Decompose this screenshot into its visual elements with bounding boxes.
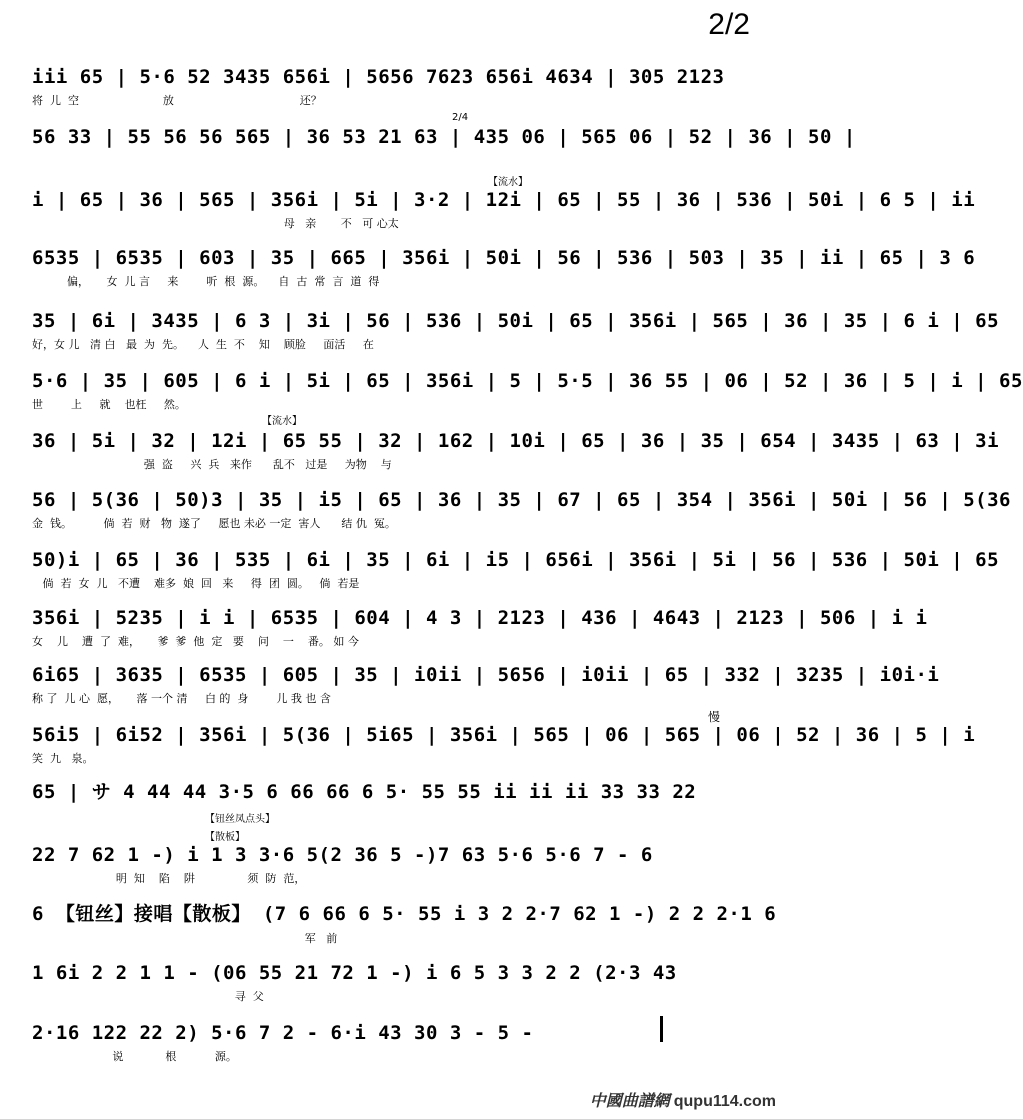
site-watermark xyxy=(590,1088,776,1111)
final-barline xyxy=(660,1016,663,1042)
time-signature-marker: 2/4 xyxy=(452,112,469,123)
niusi-head-marker: 【钮丝凤点头】 xyxy=(205,814,275,825)
notation-line: 36 | 5i | 32 | 12i | 65 55 | 32 | 162 | 10i | 65 | 36 | 35 | 654 | 3435 | 63 | 3i xyxy=(32,430,1000,452)
lyric-line: 世 上 就 也枉 然。 xyxy=(32,398,186,411)
notation-line: 50)i | 65 | 36 | 535 | 6i | 35 | 6i | i5 | 656i | 356i | 5i | 56 | 536 | 50i | 65 xyxy=(32,549,1000,571)
lyric-line: 金 钱。 倘 若 财 物 遂了 愿也 未必 一定 害人 结 仇 冤。 xyxy=(32,517,396,530)
lyric-line: 笑 九 泉。 xyxy=(32,752,94,765)
lyric-line: 军 前 xyxy=(32,932,338,945)
lyric-line: 明 知 陷 阱 须 防 范， xyxy=(32,872,306,885)
man-tempo-marker: 慢 xyxy=(708,710,721,724)
notation-line: 1 6i 2 2 1 1 - (06 55 21 72 1 -) i 6 5 3 3 2 2 (2·3 43 xyxy=(32,962,677,984)
sanban-marker: 【散板】 xyxy=(205,832,245,843)
notation-line: 56 33 | 55 56 56 565 | 36 53 21 63 | 435 06 | 565 06 | 52 | 36 | 50 | xyxy=(32,126,856,148)
site-url: qupu114.com xyxy=(673,1093,776,1110)
notation-line: 6i65 | 3635 | 6535 | 605 | 35 | i0ii | 5656 | i0ii | 65 | 332 | 3235 | i0i·i xyxy=(32,664,940,686)
notation-line: 6 【钮丝】接唱【散板】 (7 6 66 6 5· 55 i 3 2 2·7 62 1 -) 2 2 2·1 6 xyxy=(32,903,777,925)
notation-line: 356i | 5235 | i i | 6535 | 604 | 4 3 | 2123 | 436 | 4643 | 2123 | 506 | i i xyxy=(32,607,928,629)
lyric-line: 女 儿 遭 了 难， 爹 爹 他 定 要 问 一 番。 如 今 xyxy=(32,635,359,648)
notation-line: 56 | 5(36 | 50)3 | 35 | i5 | 65 | 36 | 35 | 67 | 65 | 354 | 356i | 50i | 56 | 5(36 xyxy=(32,489,1011,511)
lyric-line: 说 根 源。 xyxy=(32,1050,237,1063)
notation-line: 22 7 62 1 -) i 1 3 3·6 5(2 36 5 -)7 63 5·6 5·6 7 - 6 xyxy=(32,844,653,866)
notation-line: 6535 | 6535 | 603 | 35 | 665 | 356i | 50i | 56 | 536 | 503 | 35 | ii | 65 | 3 6 xyxy=(32,247,976,269)
notation-line: iii 65 | 5·6 52 3435 656i | 5656 7623 656i 4634 | 305 2123 xyxy=(32,66,725,88)
notation-line: 5·6 | 35 | 605 | 6 i | 5i | 65 | 356i | 5 | 5·5 | 36 55 | 06 | 52 | 36 | 5 | i | 65 xyxy=(32,370,1023,392)
liushui-marker: 【流水】 xyxy=(262,416,302,427)
lyric-line: 偏， 女 儿 言 来 听 根 源。 自 古 常 言 道 得 xyxy=(32,275,380,288)
lyric-line: 称 了 儿 心 愿， 落 一个 清 白 的 身 儿 我 也 含 xyxy=(32,692,331,705)
notation-line: 35 | 6i | 3435 | 6 3 | 3i | 56 | 536 | 50i | 65 | 356i | 565 | 36 | 35 | 6 i | 65 xyxy=(32,310,1000,332)
notation-line: 65 | サ 4 44 44 3·5 6 66 66 6 5· 55 55 ii ii ii 33 33 22 xyxy=(32,781,697,803)
notation-line: 2·16 122 22 2) 5·6 7 2 - 6·i 43 30 3 - 5 - xyxy=(32,1022,534,1044)
notation-line: 56i5 | 6i52 | 356i | 5(36 | 5i65 | 356i | 565 | 06 | 565 | 06 | 52 | 36 | 5 | i xyxy=(32,724,976,746)
liushui-marker: 【流水】 xyxy=(488,177,528,188)
lyric-line: 好，女 儿 清 白 最 为 先。 人 生 不 知 顾脸 面活 在 xyxy=(32,338,374,351)
lyric-line: 将 儿 空 放 还？ xyxy=(32,94,322,107)
page-number: 2/2 xyxy=(708,8,750,41)
lyric-line: 寻 父 xyxy=(32,990,264,1003)
lyric-line: 强 盗 兴 兵 来作 乱不 过是 为物 与 xyxy=(32,458,392,471)
lyric-line: 母 亲 不 可 心太 xyxy=(32,217,399,230)
site-name-cn: 中國曲譜網 xyxy=(589,1091,670,1110)
lyric-line: 倘 若 女 儿 不遭 难多 娘 回 来 得 团 圆。 倘 若是 xyxy=(32,577,360,590)
notation-line: i | 65 | 36 | 565 | 356i | 5i | 3·2 | 12i | 65 | 55 | 36 | 536 | 50i | 6 5 | ii xyxy=(32,189,976,211)
